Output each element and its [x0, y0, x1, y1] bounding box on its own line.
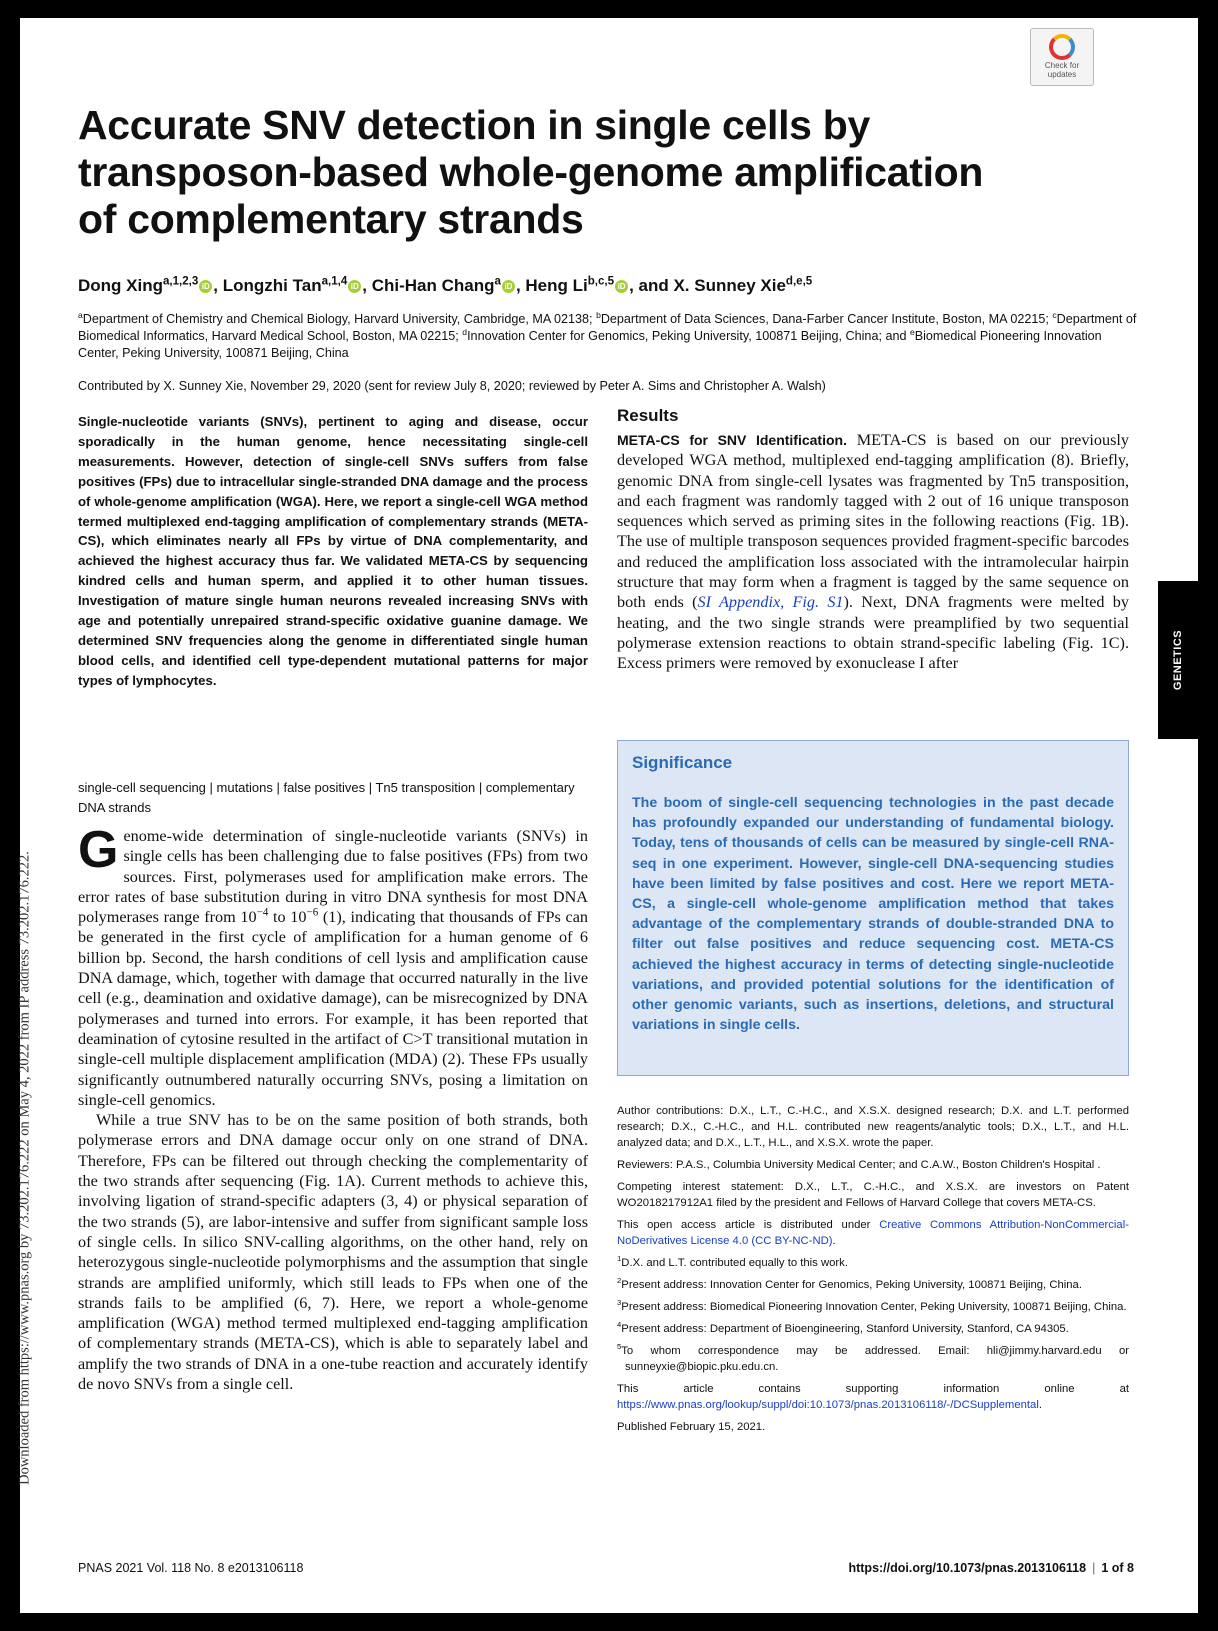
orcid-icon[interactable]: iD — [502, 280, 515, 293]
author-name[interactable]: Dong Xing — [78, 276, 163, 295]
orcid-icon[interactable]: iD — [199, 280, 212, 293]
author-name[interactable]: Chi-Han Chang — [371, 276, 495, 295]
author-contributions: Author contributions: D.X., L.T., C.-H.C., and X.S.X. designed research; D.X. and L.T. performed research; D.X., C.-H.C., and H.L. contributed new reagents/analytic tools; D.X., L.T., and H.L. analyzed data; and D.X., L.T., H.L., and X.S.X. wrote the paper. — [617, 1105, 1129, 1149]
author-sep: , — [515, 276, 526, 295]
author-and: , and — [629, 276, 674, 295]
author-name[interactable]: Heng Li — [525, 276, 588, 295]
significance-box — [617, 740, 1129, 1076]
license-link[interactable]: Creative Commons Attribution-NonCommercial-NoDerivatives License 4.0 (CC BY-NC-ND) — [617, 1219, 1129, 1247]
competing-interest: Competing interest statement: D.X., L.T., C.-H.C., and X.S.X. are investors on Patent WO2018217912A1 filed by the president and Fellows of Harvard College that covers META-CS. — [617, 1181, 1129, 1209]
si-pre: This article contains supporting information online at — [617, 1383, 1129, 1395]
affil-text: Biomedical Pioneering Innovation Center, Peking University, 100871 Beijing, China — [78, 329, 1102, 360]
author-name[interactable]: X. Sunney Xie — [673, 276, 786, 295]
author-affil-sup: d,e,5 — [785, 275, 813, 288]
affil-text: Innovation Center for Genomics, Peking University, 100871 Beijing, China; and — [467, 329, 910, 343]
article-title: Accurate SNV detection in single cells by transposon-based whole-genome amplification of complementary strands — [78, 102, 984, 242]
footnote-4 — [617, 1321, 1129, 1337]
keywords: single-cell sequencing | mutations | false positives | Tn5 transposition | complementary DNA strands — [78, 780, 575, 815]
author-sep: , — [213, 276, 223, 295]
drop-cap: G — [78, 821, 119, 879]
results-text-a: META-CS is based on our previously developed WGA method, multiplexed end-tagging amplification (8). Briefly, genomic DNA from single-cell lysates was fragmented by Tn5 transposition, and each fragment was randomly tagged with 2 out of 16 unique transposon sequences which served as priming sites in the following reactions (Fig. 1B). The use of multiple transposon sequences provided fragment-specific barcodes and reduced the amplification loss associated with the intramolecular hairpin structure that may form when a fragment is tagged by the same sequence on both ends ( — [617, 431, 1129, 612]
supporting-info — [617, 1381, 1129, 1413]
reviewers-note: Reviewers: P.A.S., Columbia University Medical Center; and C.A.W., Boston Children's Hospital . — [617, 1159, 1101, 1171]
exponent: −4 — [256, 906, 269, 919]
si-link[interactable]: https://www.pnas.org/lookup/suppl/doi:10.1073/pnas.2013106118/-/DCSupplemental — [617, 1399, 1039, 1411]
download-watermark — [15, 808, 35, 1528]
footnote-marker: 5 — [617, 1342, 622, 1352]
abstract: Single-nucleotide variants (SNVs), pertinent to aging and disease, occur sporadically in the human genome, hence necessitating single-cell measurements. However, detection of single-cell SNVs suffers from false positives (FPs) due to intracellular single-stranded DNA damage and the process of whole-genome amplification (WGA). Here, we report a single-cell WGA method termed multiplexed end-tagging amplification of complementary strands (META-CS), which eliminates nearly all FPs by virtue of DNA complementarity, and achieved the highest accuracy thus far. We validated META-CS by sequencing kindred cells and human sperm, and applied it to other human tissues. Investigation of mature single human neurons revealed increasing SNVs with age and potentially unrepaired strand-specific oxidative guanine damage. We determined SNV frequencies along the genome in differentiated single human blood cells, and identified cell type-dependent mutational patterns for major types of lymphocytes. — [78, 414, 588, 688]
footnote-marker: 2 — [617, 1276, 622, 1286]
author-list — [78, 276, 1138, 296]
section-tab — [1158, 581, 1198, 739]
introduction — [78, 821, 589, 1394]
affiliations — [78, 311, 1138, 362]
intro-text: enome-wide determination of single-nucleotide variants (SNVs) in single cells has been challenging due to false positives (FPs) from two sources. First, polymerases used for amplification make errors. The error rates of base substitution during in vitro DNA synthesis for most DNA polymerases range from 10 — [78, 827, 588, 927]
affil-marker: d — [462, 326, 468, 337]
footer-citation: PNAS 2021 Vol. 118 No. 8 e2013106118 — [78, 1561, 304, 1575]
author-sep: , — [362, 276, 372, 295]
intro-paragraph: While a true SNV has to be on the same position of both strands, both polymerase errors and DNA damage occur only on one strand of DNA. Therefore, FPs can be filtered out through checking the complementarity of the two strands after sequencing (Fig. 1A). Current methods to achieve this, involving ligation of strand-specific adapters (3, 4) or physical separation of the two strands (5), are labor-intensive and suffer from significant sample loss of single cells. In silico SNV-calling algorithms, on the other hand, rely on heterozygous single-nucleotide polymorphisms and the assumption that single strands are amplified uniformly, which still leads to FPs when one of the strands fails to be amplified (6, 7). Here, we report a whole-genome amplification (WGA) method termed multiplexed end-tagging amplification of complementary strands (META-CS), which is able to separately label and amplify the two strands of DNA in a one-tube reaction and accurately identify de novo SNVs from a single cell. — [78, 1111, 588, 1394]
footer-doi-page — [848, 1561, 1134, 1575]
badge-text-line2: updates — [1047, 70, 1077, 79]
author-affil-sup: b,c,5 — [587, 275, 615, 288]
intro-text: (1), indicating that thousands of FPs can be generated in the first cycle of amplification for a human genome of 6 billion bp. Second, the harsh conditions of cell lysis and amplification cause DNA damage, which, together with damage that occurred naturally in the live cell (e.g., deamination and oxidative damage), can be misrecognized by DNA polymerases and turned into errors. For example, it has been reported that deamination of cytosine resulted in the artifact of C>T transitional mutation in single-cell multiple displacement amplification (MDA) (2). These FPs usually significantly outnumbered naturally occurring SNVs, posing a limitation on single-cell genomics. — [78, 908, 589, 1109]
affil-marker: e — [909, 326, 915, 337]
author-affil-sup: a,1,2,3 — [162, 275, 199, 288]
footnote-text: D.X. and L.T. contributed equally to this work. — [621, 1257, 848, 1269]
footnote-1 — [617, 1255, 1129, 1271]
affil-marker: b — [596, 309, 601, 320]
article-page — [16, 18, 1198, 1613]
footnote-text: Present address: Innovation Center for Genomics, Peking University, 100871 Beijing, China. — [621, 1279, 1082, 1291]
footnote-text: Present address: Department of Bioengineering, Stanford University, Stanford, CA 94305. — [621, 1323, 1069, 1335]
footnote-marker: 1 — [617, 1254, 622, 1264]
license-note — [617, 1217, 1129, 1249]
results-subheading: META-CS for SNV Identification. — [617, 432, 847, 448]
orcid-icon[interactable]: iD — [615, 280, 628, 293]
badge-text-line1: Check for — [1044, 61, 1080, 70]
page-number: 1 of 8 — [1101, 1561, 1134, 1575]
footnote-text: To whom correspondence may be addressed. Email: hli@jimmy.harvard.edu or sunneyxie@biopic.pku.edu.cn. — [621, 1345, 1129, 1373]
published-date: Published February 15, 2021. — [617, 1421, 766, 1433]
license-post: . — [832, 1235, 836, 1247]
author-affil-sup: a,1,4 — [321, 275, 348, 288]
intro-text: to 10 — [268, 908, 307, 927]
footnote-2 — [617, 1277, 1129, 1293]
footer-separator: | — [1092, 1561, 1096, 1575]
significance-heading: Significance — [632, 753, 733, 772]
section-tab-label: GENETICS — [1172, 629, 1184, 691]
contributed-line: Contributed by X. Sunney Xie, November 29, 2020 (sent for review July 8, 2020; reviewed by Peter A. Sims and Christopher A. Walsh) — [78, 379, 826, 393]
footnote-marker: 3 — [617, 1298, 622, 1308]
check-updates-icon — [1049, 34, 1075, 60]
footnote-5 — [617, 1343, 1129, 1375]
license-pre: This open access article is distributed under — [617, 1219, 880, 1231]
significance-text: The boom of single-cell sequencing technologies in the past decade has profoundly expanded our understanding of fundamental biology. Today, tens of thousands of cells can be measured by single-cell RNA-seq in one experiment. However, single-cell DNA-sequencing studies have been limited by false positives and cost. Here we report META-CS, a single-cell whole-genome amplification method that takes advantage of the complementary strands of double-stranded DNA to filter out false positives and reduce sequencing cost. META-CS achieved the highest accuracy in terms of detecting single-nucleotide variations, and provided potential solutions for the identification of other genomic variants, such as insertions, deletions, and structural variations in single cells. — [632, 795, 1114, 1034]
author-affil-sup: a — [494, 275, 501, 288]
intro-paragraph — [78, 821, 589, 1110]
affil-text: Department of Chemistry and Chemical Biology, Harvard University, Cambridge, MA 02138; — [82, 312, 597, 326]
results-heading: Results — [617, 406, 679, 425]
results-text-b: ). Next, DNA fragments were melted by heating, and the two single strands were preamplified by two sequential polymerase extension reactions to obtain strand-specific labeling (Fig. 1C). Excess primers were removed by exonuclease I after — [617, 593, 1129, 673]
orcid-icon[interactable]: iD — [348, 280, 361, 293]
author-name[interactable]: Longzhi Tan — [222, 276, 322, 295]
article-notes — [617, 1103, 1129, 1441]
si-post: . — [1038, 1399, 1042, 1411]
exponent: −6 — [306, 906, 319, 919]
footnote-3 — [617, 1299, 1129, 1315]
results-text — [617, 430, 1129, 674]
footnote-marker: 4 — [617, 1320, 622, 1330]
check-for-updates-badge[interactable] — [1030, 28, 1094, 86]
affil-text: Department of Biomedical Informatics, Harvard Medical School, Boston, MA 02215; — [78, 312, 1137, 343]
affil-text: Department of Data Sciences, Dana-Farber Cancer Institute, Boston, MA 02215; — [600, 312, 1053, 326]
affil-marker: c — [1052, 309, 1057, 320]
footnote-text: Present address: Biomedical Pioneering Innovation Center, Peking University, 100871 Beijing, China. — [621, 1301, 1127, 1313]
footer-doi-link[interactable]: https://doi.org/10.1073/pnas.2013106118 — [848, 1561, 1087, 1575]
affil-marker: a — [78, 309, 83, 320]
download-watermark-text: Downloaded from https://www.pnas.org by 73.202.176.222 on May 4, 2022 from IP address 73.202.176.222. — [16, 851, 33, 1485]
si-appendix-link[interactable]: SI Appendix, Fig. S1 — [697, 593, 844, 612]
